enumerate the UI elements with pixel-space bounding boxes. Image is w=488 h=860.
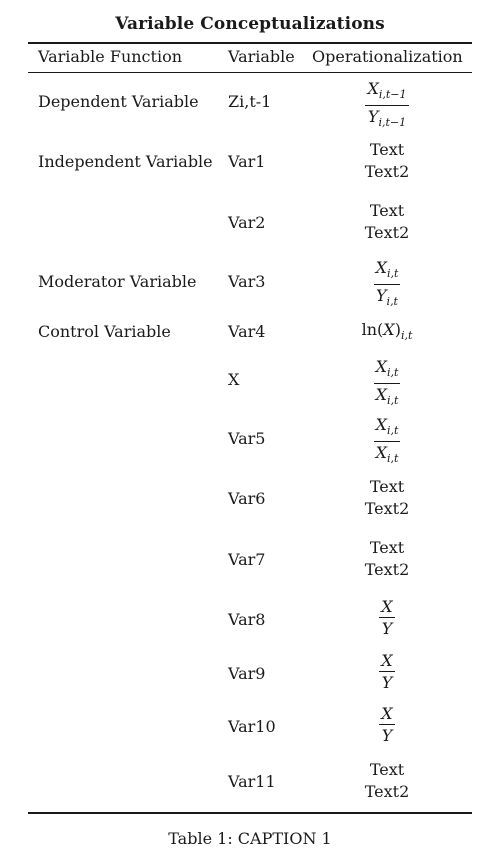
variable-cell: Var3	[228, 272, 266, 291]
variable-cell: Zi,t-1	[228, 92, 272, 111]
group-independent: Independent Variable	[38, 152, 213, 171]
variable-cell: Var10	[228, 717, 276, 736]
fraction: $\frac{X_{i,t}}{X_{i,t}}$	[375, 415, 399, 465]
variable-cell: Var2	[228, 213, 266, 232]
variable-cell: Var7	[228, 550, 266, 569]
top-rule	[28, 42, 472, 44]
operationalization-cell: Text Text2	[364, 140, 410, 181]
variable-cell: Var5	[228, 429, 266, 448]
operationalization-cell	[312, 705, 462, 744]
operationalization-cell: Text Text2	[364, 201, 410, 242]
fraction: $\frac{X}{Y}$	[381, 597, 393, 638]
operationalization-cell	[312, 259, 462, 310]
group-dependent: Dependent Variable	[38, 92, 199, 111]
operationalization-cell	[312, 80, 462, 131]
variable-cell: Var8	[228, 610, 266, 629]
header-function: Variable Function	[38, 47, 182, 66]
header-operationalization: Operationalization	[312, 47, 463, 66]
header-variable: Variable	[228, 47, 295, 66]
fraction: $\frac{X_{i,t}}{Y_{i,t}}$	[375, 258, 399, 308]
header-rule	[28, 72, 472, 73]
variable-cell: Var4	[228, 322, 266, 341]
operationalization-cell: Text Text2	[364, 477, 410, 518]
operationalization-cell	[312, 652, 462, 691]
fraction: $\frac{X}{Y}$	[381, 651, 393, 692]
operationalization-cell	[312, 416, 462, 467]
variable-cell: X	[228, 370, 240, 389]
bottom-rule	[28, 812, 472, 814]
operationalization-cell: Text Text2	[364, 760, 410, 801]
operationalization-cell	[312, 598, 462, 637]
variable-cell: Var6	[228, 489, 266, 508]
fraction: $\frac{X_{i,t-1}}{Y_{i,t-1}}$	[367, 79, 407, 129]
table-caption: Table 1: CAPTION 1	[168, 829, 332, 848]
log-expression: $\ln(X)_{i,t}$	[361, 320, 413, 342]
operationalization-cell	[312, 358, 462, 409]
operationalization-cell: Text Text2	[364, 538, 410, 579]
operationalization-cell	[312, 320, 462, 342]
group-moderator: Moderator Variable	[38, 272, 197, 291]
variable-cell: Var9	[228, 664, 266, 683]
fraction: $\frac{X_{i,t}}{X_{i,t}}$	[375, 357, 399, 407]
variable-cell: Var11	[228, 772, 276, 791]
fraction: $\frac{X}{Y}$	[381, 704, 393, 745]
group-control: Control Variable	[38, 322, 171, 341]
variable-cell: Var1	[228, 152, 266, 171]
table-title: Variable Conceptualizations	[115, 14, 385, 34]
